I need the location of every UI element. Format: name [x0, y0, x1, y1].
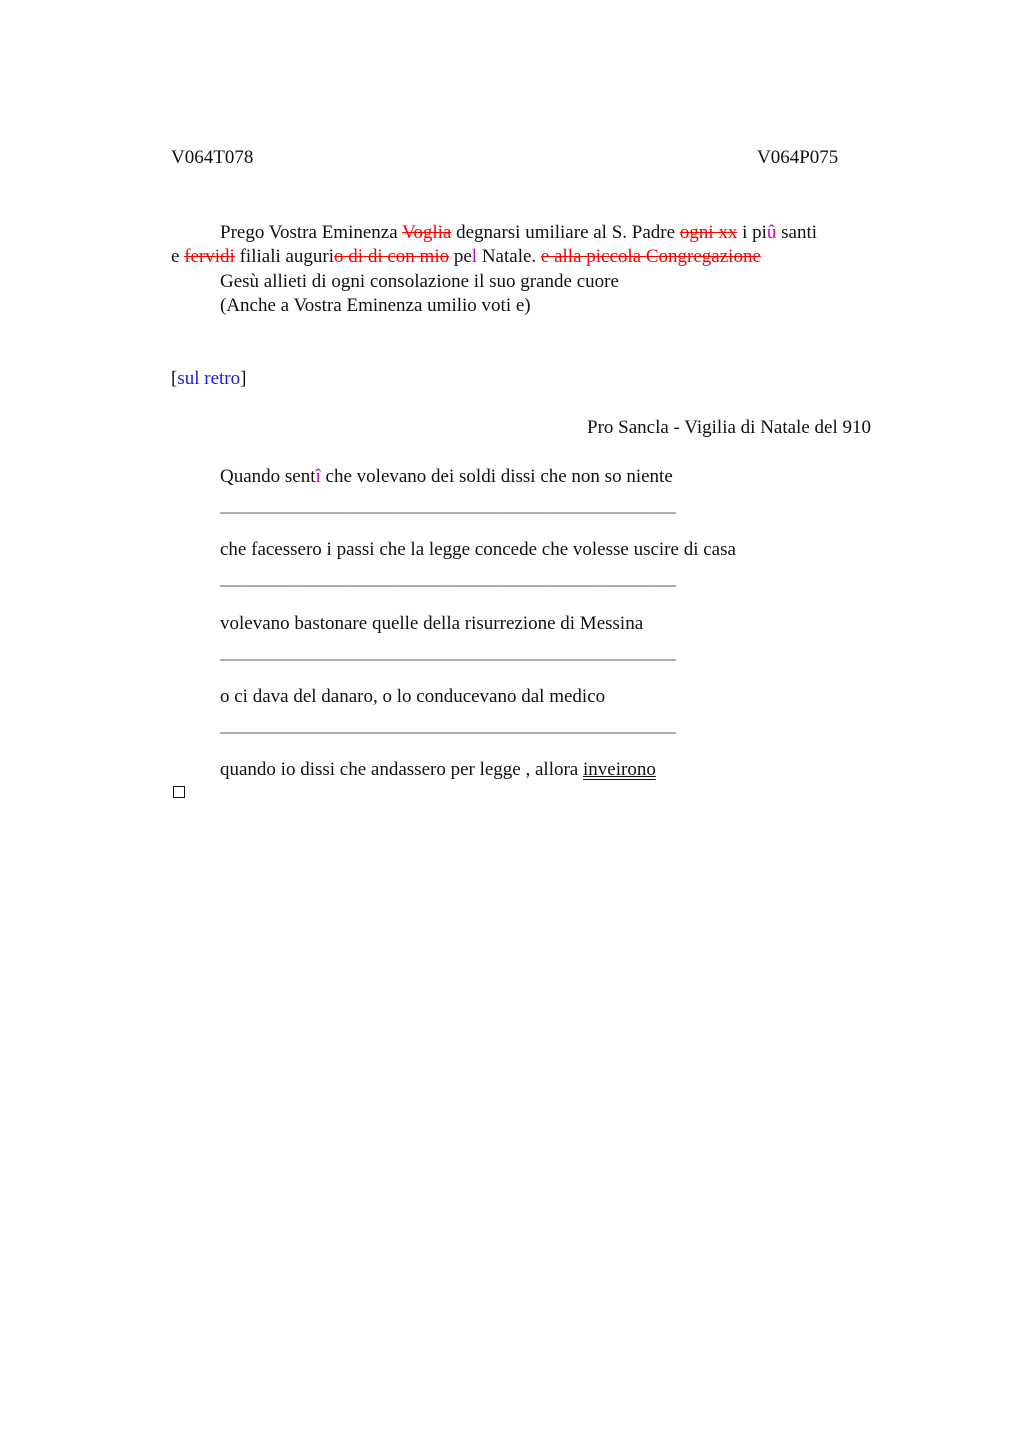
text-segment: pe — [449, 246, 472, 267]
text-segment: quando io dissi che andassero per legge , allora — [220, 759, 583, 780]
separator-line: ________________________________________________ — [220, 495, 676, 516]
deleted-text: o di di con mio — [334, 246, 450, 267]
editorial-character: î — [315, 466, 321, 487]
retro-label: sul retro — [177, 368, 241, 389]
document-code-right: V064P075 — [757, 147, 839, 168]
note-line-1 — [220, 465, 673, 489]
deleted-text: Voglia — [402, 222, 452, 243]
letter-line-2 — [171, 245, 761, 269]
editorial-character: û — [766, 222, 777, 243]
note-line-5 — [220, 758, 656, 782]
letter-line-3: Gesù allieti di ogni consolazione il suo grande cuore — [220, 271, 619, 292]
text-segment: Natale. — [477, 246, 541, 267]
note-line-4: o ci dava del danaro, o lo conducevano dal medico — [220, 686, 606, 707]
bracket-open: [ — [171, 368, 178, 389]
text-segment: santi — [776, 222, 818, 243]
document-code-left: V064T078 — [171, 147, 254, 168]
note-line-3: volevano bastonare quelle della risurrezione di Messina — [220, 613, 644, 634]
bracket-close: ] — [240, 368, 247, 389]
checkbox-square-icon — [173, 786, 185, 798]
text-segment: Quando sent — [220, 466, 316, 487]
letter-line-1 — [220, 221, 817, 245]
deleted-text: e alla piccola Congregazione — [540, 246, 761, 267]
deleted-text: fervidi — [184, 246, 235, 267]
separator-line: ________________________________________________ — [220, 568, 676, 589]
deleted-text: ogni xx — [679, 222, 738, 243]
text-segment: degnarsi umiliare al S. Padre — [451, 222, 680, 243]
note-heading: Pro Sancla - Vigilia di Natale del 910 — [587, 417, 871, 438]
retro-marker — [171, 367, 246, 391]
underlined-word: inveirono — [583, 759, 656, 780]
text-segment: e — [171, 246, 185, 267]
text-segment: Prego Vostra Eminenza — [220, 222, 403, 243]
editorial-character: l — [471, 246, 478, 267]
separator-line: ________________________________________________ — [220, 642, 676, 663]
separator-line: ________________________________________________ — [220, 715, 676, 736]
text-segment: i pi — [737, 222, 767, 243]
note-line-2: che facessero i passi che la legge concede che volesse uscire di casa — [220, 539, 736, 560]
letter-line-4: (Anche a Vostra Eminenza umilio voti e) — [220, 295, 531, 316]
text-segment: filiali auguri — [234, 246, 335, 267]
text-segment: che volevano dei soldi dissi che non so niente — [320, 466, 673, 487]
